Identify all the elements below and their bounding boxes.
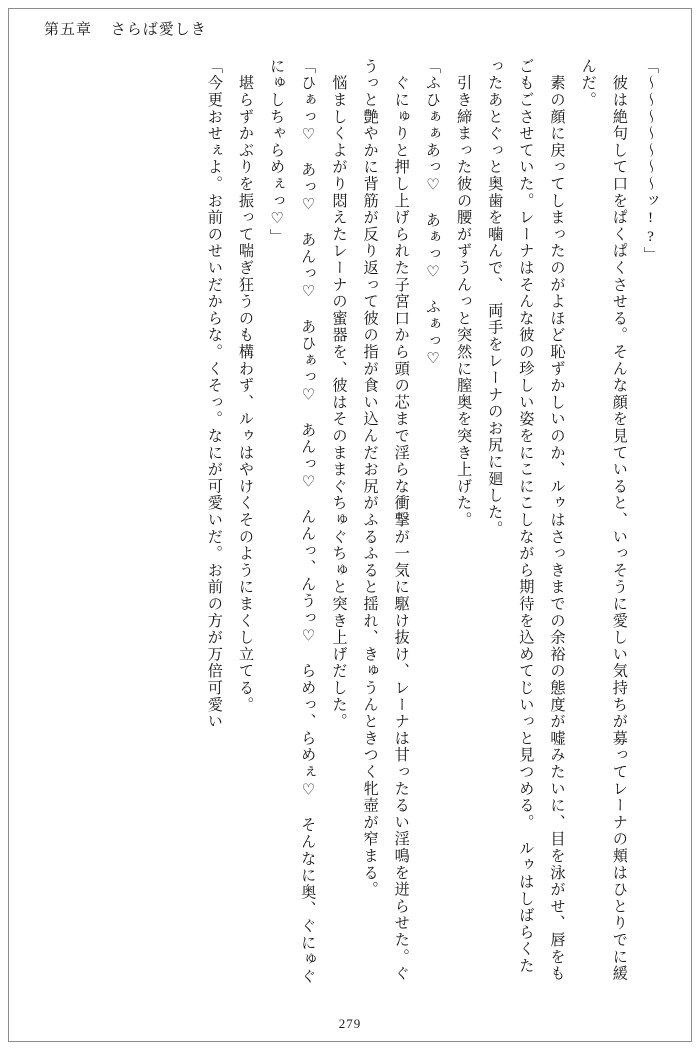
paragraph: 「ふひぁぁあっ♡ あぁっ♡ ふぁっ♡ [423, 58, 441, 369]
paragraph: ぐにゅりと押し上げられた子宮口から頭の芯まで淫らな衝撃が一気に駆け抜け、レーナは甘ったるい淫鳴を迸らせた。ぐうっと艶やかに背筋が反り返って彼の指が食い込んだお尻がふるふると揺れ、きゅうんときつく牝壺が窄まる。 [361, 58, 410, 982]
paragraph: 「今更おせぇよ。お前のせいだからな。くそっ。なにが可愛いだ。お前の方が万倍可愛い [205, 58, 223, 730]
paragraph: 彼は絶句して口をぱくぱくさせる。そんな顔を見ていると、いっそうに愛しい気持ちが募ってレーナの頬はひとりでに緩んだ。 [579, 58, 628, 982]
paragraph: 素の顔に戻ってしまったのがよほど恥ずかしいのか、ルゥはさっきまでの余裕の態度が嘘みたいに、目を泳がせ、唇をもごもごさせていた。レーナはそんな彼の珍しい姿をにこにこしながら期待を込めてじいっと見つめる。 ルゥはしばらくたったあとぐっと奥歯を噛んで、 両手をレーナのお尻に廻した。 [486, 58, 566, 982]
paragraph: 「～～～～～～～ッ!?」 [642, 58, 659, 264]
paragraph: 悩ましくよがり悶えたレーナの蜜器を、彼はそのままぐちゅぐちゅと突き上げだした。 [330, 58, 348, 730]
paragraph: 引き締まった彼の腰がずうんっと突然に膣奥を突き上げた。 [455, 58, 473, 529]
page-number: 279 [338, 1016, 362, 1031]
vertical-text-body [34, 58, 666, 988]
running-header [44, 18, 207, 39]
paragraph: 「ひぁっ♡ あっ♡ あんっ♡ あひぁっ♡ あんっ♡ んんっ、んうっ♡ らめっ、らめぇ♡ そんなに奥、ぐにゅぐにゅしちゃらめぇっ♡」 [268, 58, 317, 985]
chapter-title: さらば愛しき [110, 22, 207, 38]
chapter-number: 第五章 [44, 22, 93, 38]
paragraph: 堪らずかぶりを振って喘ぎ狂うのも構わず、ルゥはやけくそのようにまくし立てる。 [236, 58, 254, 714]
